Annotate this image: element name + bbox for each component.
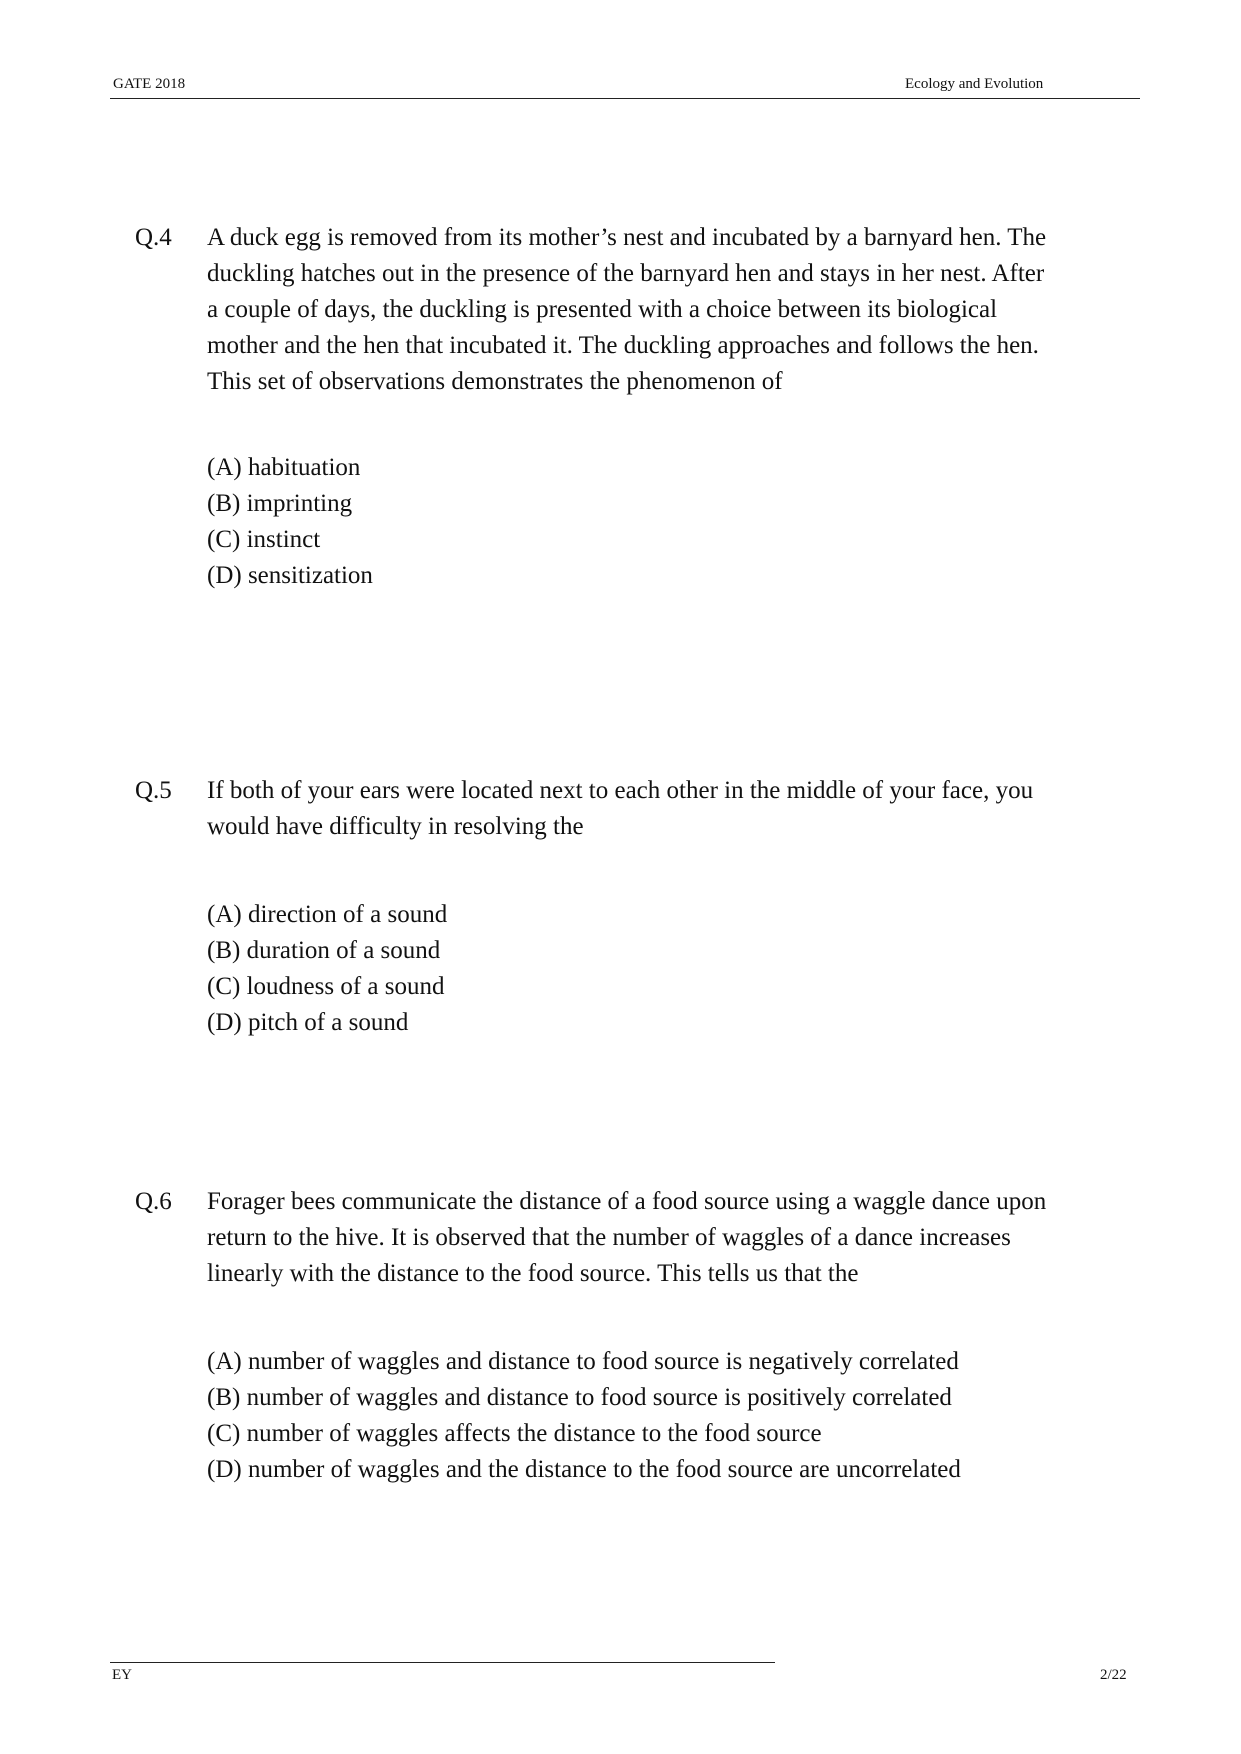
question-text — [207, 220, 1127, 400]
question-text-line: Forager bees communicate the distance of a food source using a waggle dance upon — [207, 1188, 1047, 1215]
paper-code: EY — [112, 1667, 132, 1683]
option-a: (A) habituation — [207, 454, 361, 481]
question-text-line: A duck egg is removed from its mother’s nest and incubated by a barnyard hen. The — [207, 224, 1047, 251]
question-text-line: a couple of days, the duckling is presented with a choice between its biological — [207, 296, 998, 323]
question-text-line: This set of observations demonstrates the phenomenon of — [207, 368, 783, 395]
option-b: (B) duration of a sound — [207, 937, 441, 964]
page-header — [110, 74, 1140, 99]
question-text-line: would have difficulty in resolving the — [207, 813, 584, 840]
footer-divider — [110, 1662, 775, 1663]
question-5 — [135, 773, 1135, 1053]
option-b: (B) imprinting — [207, 490, 353, 517]
option-c: (C) number of waggles affects the distance to the food source — [207, 1420, 822, 1447]
question-number: Q.6 — [135, 1188, 172, 1215]
answer-options — [207, 897, 1127, 1041]
question-number: Q.4 — [135, 224, 172, 251]
option-d: (D) sensitization — [207, 562, 373, 589]
question-text-line: linearly with the distance to the food source. This tells us that the — [207, 1260, 859, 1287]
option-c: (C) loudness of a sound — [207, 973, 445, 1000]
option-c: (C) instinct — [207, 526, 321, 553]
option-d: (D) pitch of a sound — [207, 1009, 409, 1036]
question-text — [207, 1184, 1127, 1292]
answer-options — [207, 1344, 1127, 1488]
page-number: 2/22 — [1100, 1667, 1127, 1683]
question-text-line: mother and the hen that incubated it. The duckling approaches and follows the hen. — [207, 332, 1039, 359]
exam-title: GATE 2018 — [113, 76, 186, 92]
question-number: Q.5 — [135, 777, 172, 804]
question-4 — [135, 220, 1135, 600]
option-d: (D) number of waggles and the distance to the food source are uncorrelated — [207, 1456, 961, 1483]
question-6 — [135, 1184, 1135, 1494]
question-text-line: duckling hatches out in the presence of the barnyard hen and stays in her nest. After — [207, 260, 1045, 287]
question-text-line: If both of your ears were located next to each other in the middle of your face, you — [207, 777, 1034, 804]
option-a: (A) number of waggles and distance to food source is negatively correlated — [207, 1348, 959, 1375]
question-text — [207, 773, 1127, 845]
question-text-line: return to the hive. It is observed that the number of waggles of a dance increases — [207, 1224, 1011, 1251]
answer-options — [207, 450, 1127, 594]
paper-subject: Ecology and Evolution — [905, 76, 1044, 92]
option-a: (A) direction of a sound — [207, 901, 448, 928]
option-b: (B) number of waggles and distance to food source is positively correlated — [207, 1384, 952, 1411]
